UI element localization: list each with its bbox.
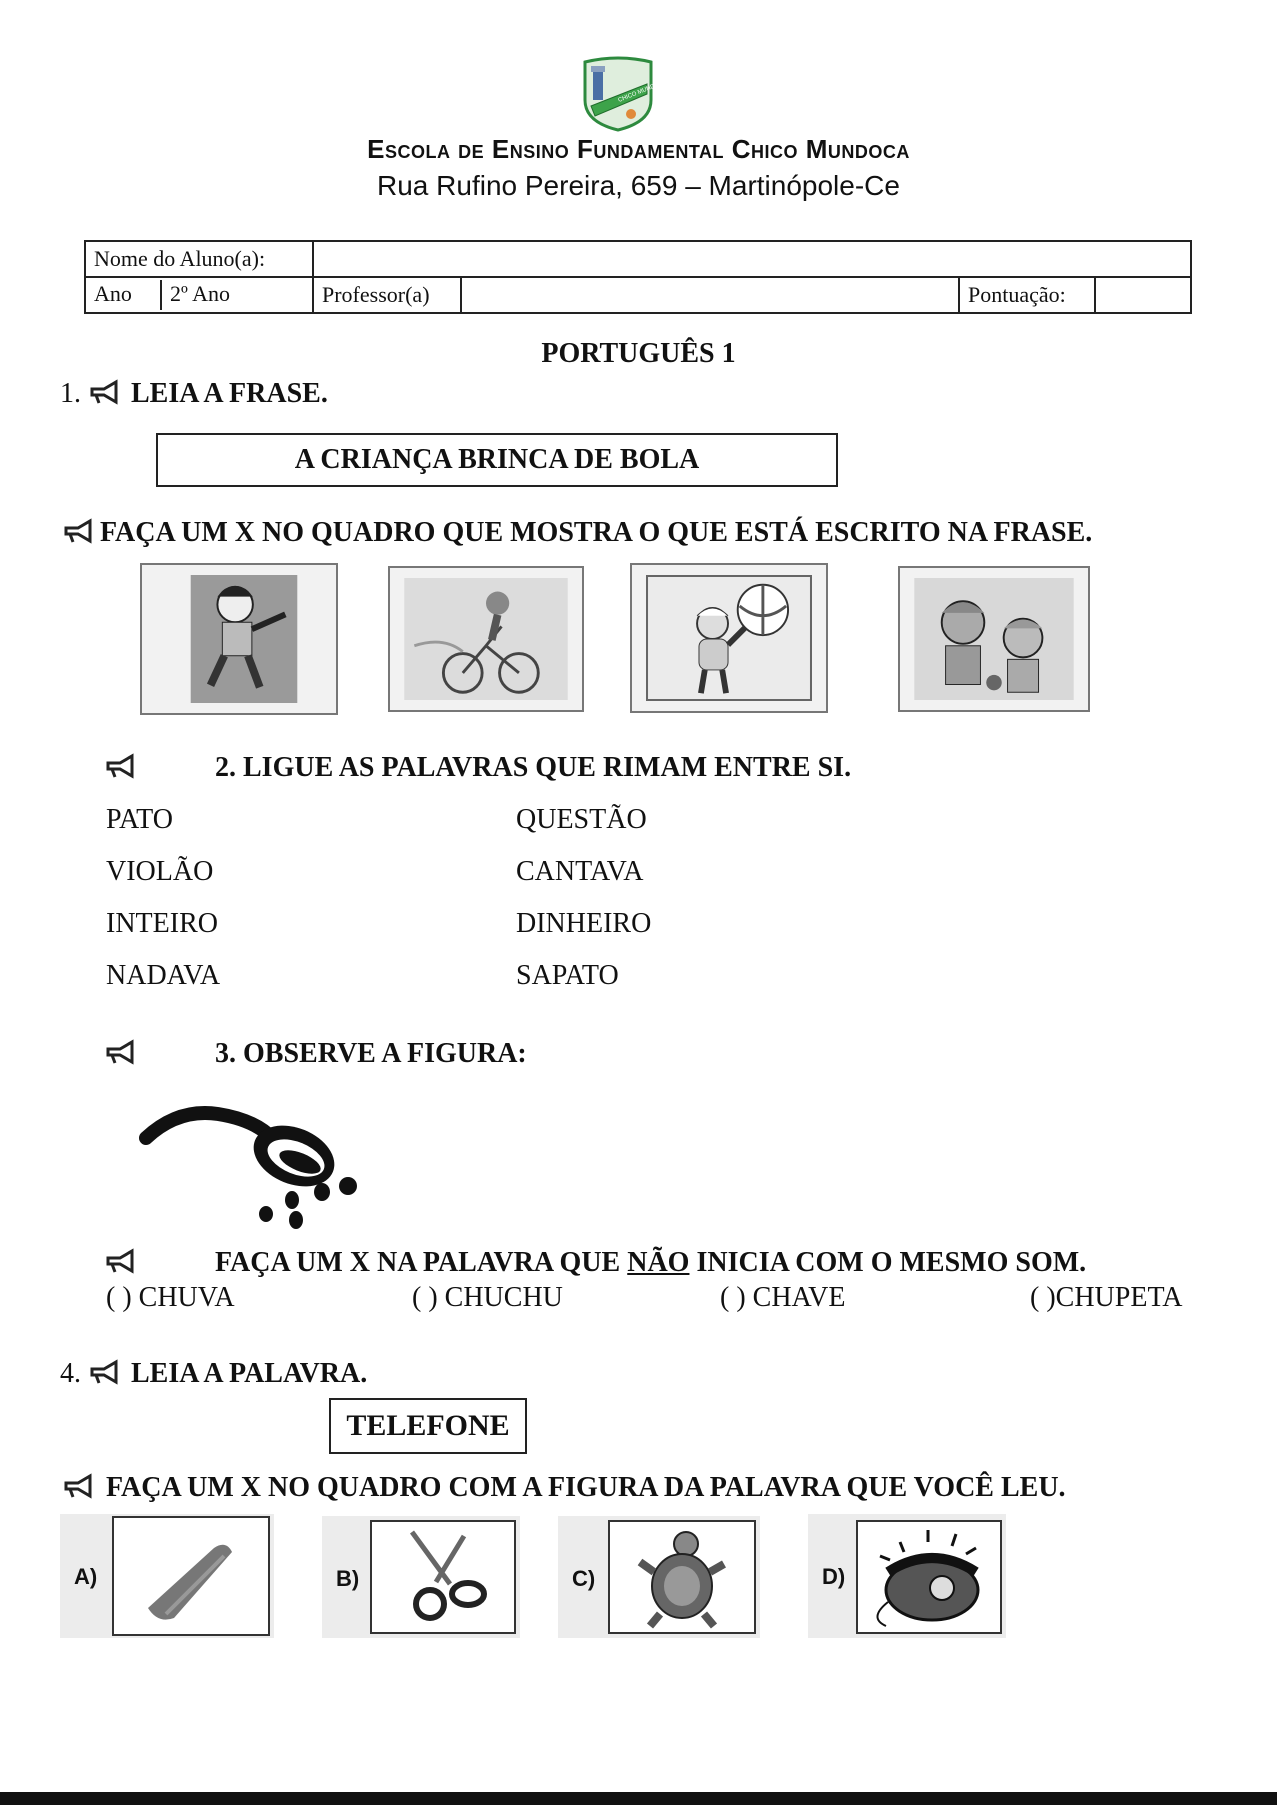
year-value: 2º Ano [170, 281, 230, 306]
q1-instruction: LEIA A FRASE. [131, 378, 328, 409]
q2-right-word: SAPATO [516, 960, 619, 991]
q2-heading: 2. LIGUE AS PALAVRAS QUE RIMAM ENTRE SI. [104, 752, 851, 784]
bicycle-icon [404, 578, 568, 700]
svg-text:CHICO MUNDOCA: CHICO MUNDOCA [617, 78, 668, 104]
q3-option-chuva[interactable]: ( ) CHUVA [106, 1282, 235, 1313]
megaphone-icon [60, 1473, 100, 1499]
roof-tile-icon [114, 1518, 268, 1634]
q3-task: FAÇA UM X NA PALAVRA QUE NÃO INICIA COM O MESMO SOM. [104, 1247, 1086, 1279]
q2-left-word: NADAVA [106, 960, 221, 991]
q3-heading: 3. OBSERVE A FIGURA: [104, 1038, 527, 1070]
school-crest-logo [581, 56, 668, 132]
megaphone-icon [60, 518, 100, 544]
child-with-ball-icon [648, 577, 810, 699]
q2-right-word: CANTAVA [516, 856, 644, 887]
q1-number: 1. [60, 378, 81, 409]
q3-option-chave[interactable]: ( ) CHAVE [720, 1282, 846, 1313]
q3-option-chupeta[interactable]: ( )CHUPETA [1030, 1282, 1183, 1313]
q1-option-child-with-ball[interactable] [630, 563, 828, 713]
q4-option-c[interactable]: C) [558, 1516, 760, 1638]
q4-heading: 4. LEIA A PALAVRA. [60, 1358, 368, 1389]
megaphone-icon [88, 379, 124, 405]
q4-option-b[interactable]: B) [322, 1516, 520, 1638]
telephone-icon [858, 1522, 1000, 1632]
q4-task: FAÇA UM X NO QUADRO COM A FIGURA DA PALAVRA QUE VOCÊ LEU. [60, 1472, 1066, 1504]
shower-icon [138, 1106, 368, 1232]
q2-right-word: QUESTÃO [516, 804, 647, 835]
score-label: Pontuação: [959, 277, 1095, 313]
turtle-icon [610, 1522, 754, 1632]
boy-jumping-icon [190, 575, 298, 703]
q1-option-child-on-bicycle[interactable] [388, 566, 584, 712]
q4-word-box: TELEFONE [329, 1398, 527, 1454]
scissors-icon [372, 1522, 514, 1632]
q2-left-word: INTEIRO [106, 908, 218, 939]
q3-option-chuchu[interactable]: ( ) CHUCHU [412, 1282, 563, 1313]
q4-option-d[interactable]: D) [808, 1514, 1006, 1638]
megaphone-icon [88, 1359, 124, 1385]
two-children-icon [914, 578, 1074, 700]
school-address: Rua Rufino Pereira, 659 – Martinópole-Ce [377, 170, 900, 201]
q1-option-two-children-playing[interactable] [898, 566, 1090, 712]
q1-option-boy-jumping[interactable] [140, 563, 338, 715]
q2-left-word: VIOLÃO [106, 856, 214, 887]
q1-task: FAÇA UM X NO QUADRO QUE MOSTRA O QUE ESTÁ ESCRITO NA FRASE. [60, 517, 1092, 549]
megaphone-icon [104, 1039, 140, 1065]
teacher-field[interactable] [461, 277, 959, 313]
megaphone-icon [104, 753, 140, 779]
q1-heading [60, 378, 328, 410]
score-field[interactable] [1095, 277, 1191, 313]
student-name-label: Nome do Aluno(a): [85, 241, 313, 277]
megaphone-icon [104, 1248, 140, 1274]
teacher-label: Professor(a) [313, 277, 461, 313]
q1-sentence-box: A CRIANÇA BRINCA DE BOLA [156, 433, 838, 487]
q4-option-a[interactable]: A) [60, 1514, 274, 1638]
bottom-border [0, 1792, 1277, 1805]
student-info-table [84, 240, 1192, 314]
q2-right-word: DINHEIRO [516, 908, 652, 939]
q2-left-word: PATO [106, 804, 173, 835]
student-name-field[interactable] [313, 241, 1191, 277]
subject-title: PORTUGUÊS 1 [541, 338, 736, 369]
year-label: Ano [86, 280, 162, 310]
school-name: Escola de Ensino Fundamental Chico Mundoca [367, 134, 910, 164]
